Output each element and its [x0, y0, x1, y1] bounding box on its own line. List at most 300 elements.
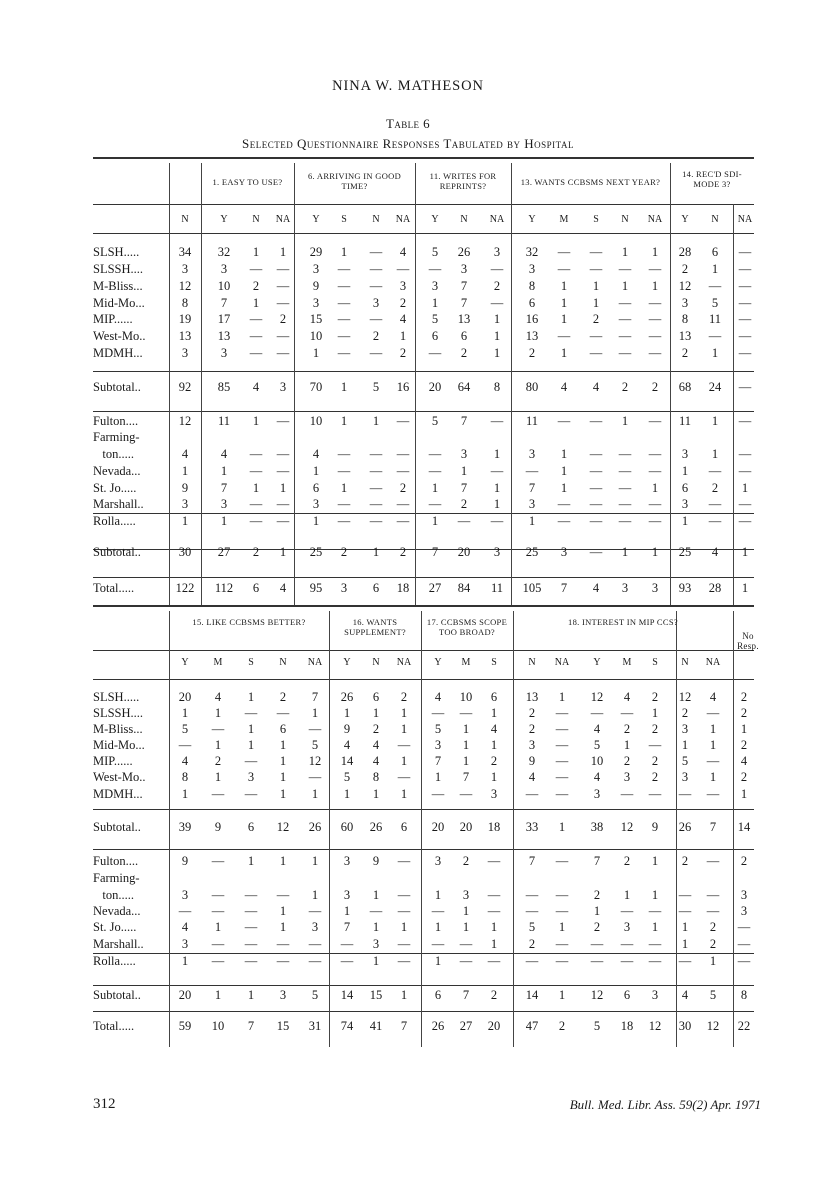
p1-cell-15-8: 7: [431, 545, 439, 559]
p1-cell-6-0: 3: [181, 346, 189, 360]
p2-cell-7-7: 6: [400, 820, 408, 834]
p2-cell-0-6: 6: [372, 690, 380, 704]
p2-cell-1-5: 1: [343, 706, 351, 720]
p2-cell-14-12: —: [555, 954, 569, 968]
p2-cell-3-11: 3: [528, 738, 536, 752]
p2-cell-12-10: 1: [490, 920, 498, 934]
p2-cell-12-3: 1: [279, 920, 287, 934]
p2-cell-14-17: 1: [709, 954, 717, 968]
p2-cell-7-12: 1: [558, 820, 566, 834]
p1-cell-3-2: 1: [252, 296, 260, 310]
p1-cell-15-14: 1: [621, 545, 629, 559]
p1-cell-14-3: —: [276, 514, 290, 528]
p2-cell-3-12: —: [555, 738, 569, 752]
p2-col-header-1-1: N: [372, 657, 380, 668]
p1-cell-10-10: 1: [493, 447, 501, 461]
p2-cell-16-8: 26: [431, 1019, 445, 1033]
table-caption: Selected Questionnaire Responses Tabulated by Hospital: [242, 136, 574, 151]
p2-group-header-4: No Resp.: [737, 631, 759, 651]
p1-cell-12-16: 6: [681, 481, 689, 495]
p2-cell-4-5: 14: [340, 754, 354, 768]
p1-cell-5-10: 1: [493, 329, 501, 343]
p2-cell-14-5: —: [340, 954, 354, 968]
p1-cell-14-6: —: [369, 514, 383, 528]
p2-cell-3-2: 1: [247, 738, 255, 752]
p2-cell-5-7: —: [397, 770, 411, 784]
p2-cell-8-7: —: [397, 854, 411, 868]
p2-vrule-5: [733, 611, 734, 1047]
p2-col-header-0-4: NA: [307, 657, 323, 668]
p2-cell-3-14: 1: [623, 738, 631, 752]
p1-row-label-5: West-Mo..: [93, 329, 146, 343]
p2-row-label-11: Nevada...: [93, 904, 141, 918]
p1-cell-10-13: —: [589, 447, 603, 461]
p1-cell-7-8: 20: [428, 380, 442, 394]
p2-cell-8-8: 3: [434, 854, 442, 868]
p1-cell-8-17: 1: [711, 414, 719, 428]
p2-cell-11-4: —: [308, 904, 322, 918]
p2-cell-0-7: 2: [400, 690, 408, 704]
p1-cell-8-5: 1: [340, 414, 348, 428]
p2-cell-10-14: 1: [623, 888, 631, 902]
p1-group-header-3: 11. WRITES FOR REPRINTS?: [429, 171, 497, 191]
p2-cell-11-9: 1: [462, 904, 470, 918]
p2-cell-8-15: 1: [651, 854, 659, 868]
p2-cell-7-9: 20: [459, 820, 473, 834]
p1-col-header-3-0: Y: [431, 214, 439, 225]
p1-cell-0-12: —: [557, 245, 571, 259]
p2-cell-5-16: 3: [681, 770, 689, 784]
p1-rule-2: [93, 233, 754, 234]
p1-cell-15-11: 25: [525, 545, 539, 559]
p1-cell-3-18: —: [738, 296, 752, 310]
p2-cell-8-5: 3: [343, 854, 351, 868]
p2-cell-5-10: 1: [490, 770, 498, 784]
p2-cell-3-4: 5: [311, 738, 319, 752]
p1-cell-16-15: 3: [651, 581, 659, 595]
p1-cell-7-6: 5: [372, 380, 380, 394]
p1-cell-8-0: 12: [178, 414, 192, 428]
p2-cell-6-4: 1: [311, 787, 319, 801]
p2-cell-6-13: 3: [593, 787, 601, 801]
p1-cell-4-11: 16: [525, 312, 539, 326]
p2-cell-11-2: —: [244, 904, 258, 918]
p2-cell-16-11: 47: [525, 1019, 539, 1033]
p2-cell-16-10: 20: [487, 1019, 501, 1033]
p1-cell-2-5: —: [337, 279, 351, 293]
p1-cell-1-6: —: [369, 262, 383, 276]
p1-cell-14-12: —: [557, 514, 571, 528]
p1-cell-10-5: —: [337, 447, 351, 461]
p1-cell-8-7: —: [396, 414, 410, 428]
p1-col-header-1-1: N: [252, 214, 260, 225]
p1-cell-15-12: 3: [560, 545, 568, 559]
p1-cell-1-10: —: [490, 262, 504, 276]
p1-cell-7-5: 1: [340, 380, 348, 394]
p2-cell-0-12: 1: [558, 690, 566, 704]
p1-cell-1-1: 3: [220, 262, 228, 276]
p2-cell-15-11: 14: [525, 988, 539, 1002]
p1-cell-1-9: 3: [460, 262, 468, 276]
p2-cell-16-17: 12: [706, 1019, 720, 1033]
p2-cell-2-18: 1: [740, 722, 748, 736]
p2-cell-11-18: 3: [740, 904, 748, 918]
p2-cell-2-16: 3: [681, 722, 689, 736]
p1-cell-16-14: 3: [621, 581, 629, 595]
p2-cell-14-8: 1: [434, 954, 442, 968]
p2-cell-15-8: 6: [434, 988, 442, 1002]
p2-cell-4-14: 2: [623, 754, 631, 768]
p1-vrule-5: [670, 163, 671, 605]
p1-cell-15-5: 2: [340, 545, 348, 559]
p2-cell-7-8: 20: [431, 820, 445, 834]
p2-cell-12-5: 7: [343, 920, 351, 934]
p2-cell-7-5: 60: [340, 820, 354, 834]
p1-cell-11-0: 1: [181, 464, 189, 478]
p1-cell-13-4: 3: [312, 497, 320, 511]
p1-cell-16-8: 27: [428, 581, 442, 595]
p1-cell-1-7: —: [396, 262, 410, 276]
p1-cell-5-2: —: [249, 329, 263, 343]
p2-cell-11-0: —: [178, 904, 192, 918]
p1-col-header-5-2: NA: [737, 214, 753, 225]
p2-cell-2-13: 4: [593, 722, 601, 736]
p2-cell-12-9: 1: [462, 920, 470, 934]
page-number: 312: [93, 1096, 116, 1112]
p1-cell-11-3: —: [276, 464, 290, 478]
p2-cell-12-2: —: [244, 920, 258, 934]
p2-cell-1-2: —: [244, 706, 258, 720]
p2-cell-2-6: 2: [372, 722, 380, 736]
p2-cell-13-10: 1: [490, 937, 498, 951]
p2-cell-0-17: 4: [709, 690, 717, 704]
p2-cell-7-10: 18: [487, 820, 501, 834]
p1-cell-10-14: —: [618, 447, 632, 461]
p2-cell-4-17: —: [706, 754, 720, 768]
p1-cell-6-10: 1: [493, 346, 501, 360]
p1-cell-14-0: 1: [181, 514, 189, 528]
p1-cell-12-6: —: [369, 481, 383, 495]
p2-cell-3-7: —: [397, 738, 411, 752]
p1-cell-13-9: 2: [460, 497, 468, 511]
p1-cell-13-5: —: [337, 497, 351, 511]
p2-cell-2-14: 2: [623, 722, 631, 736]
p1-cell-8-1: 11: [217, 414, 231, 428]
p1-cell-0-5: 1: [340, 245, 348, 259]
p2-cell-6-12: —: [555, 787, 569, 801]
p2-cell-2-5: 9: [343, 722, 351, 736]
p1-cell-4-6: —: [369, 312, 383, 326]
p1-cell-0-15: 1: [651, 245, 659, 259]
p1-cell-10-11: 3: [528, 447, 536, 461]
p2-cell-3-0: —: [178, 738, 192, 752]
p1-cell-11-16: 1: [681, 464, 689, 478]
p2-cell-2-17: 1: [709, 722, 717, 736]
p1-cell-11-2: —: [249, 464, 263, 478]
p2-cell-13-0: 3: [181, 937, 189, 951]
p2-group-header-3: 18. INTEREST IN MIP CCS?: [568, 617, 678, 627]
p1-cell-12-14: —: [618, 481, 632, 495]
p1-cell-11-11: —: [525, 464, 539, 478]
p1-cell-3-16: 3: [681, 296, 689, 310]
p2-cell-5-14: 3: [623, 770, 631, 784]
p1-col-header-1-0: Y: [220, 214, 228, 225]
p1-cell-0-4: 29: [309, 245, 323, 259]
p2-cell-16-16: 30: [678, 1019, 692, 1033]
p1-cell-0-16: 28: [678, 245, 692, 259]
p1-cell-10-9: 3: [460, 447, 468, 461]
p1-cell-14-17: —: [708, 514, 722, 528]
p1-cell-13-6: —: [369, 497, 383, 511]
p1-cell-13-15: —: [648, 497, 662, 511]
p2-col-header-2-4: NA: [554, 657, 570, 668]
p1-cell-5-4: 10: [309, 329, 323, 343]
p1-cell-1-18: —: [738, 262, 752, 276]
p2-cell-5-18: 2: [740, 770, 748, 784]
p2-col-header-0-2: S: [248, 657, 254, 668]
p1-col-header-4-2: S: [593, 214, 599, 225]
p2-cell-14-10: —: [487, 954, 501, 968]
p1-cell-2-4: 9: [312, 279, 320, 293]
p1-cell-11-4: 1: [312, 464, 320, 478]
p1-cell-2-11: 8: [528, 279, 536, 293]
p1-cell-1-3: —: [276, 262, 290, 276]
p1-cell-3-8: 1: [431, 296, 439, 310]
p2-cell-16-9: 27: [459, 1019, 473, 1033]
p1-cell-14-4: 1: [312, 514, 320, 528]
p2-cell-15-10: 2: [490, 988, 498, 1002]
p1-cell-7-3: 3: [279, 380, 287, 394]
p2-cell-14-1: —: [211, 954, 225, 968]
p2-col-header-0-1: M: [213, 657, 223, 668]
p1-row-label-8: Fulton....: [93, 414, 139, 428]
p2-vrule-1: [329, 611, 330, 1047]
p2-vrule-0: [169, 611, 170, 1047]
p1-cell-7-13: 4: [592, 380, 600, 394]
p2-rule-0: [93, 605, 754, 607]
p1-cell-4-2: —: [249, 312, 263, 326]
p2-cell-4-4: 12: [308, 754, 322, 768]
p2-col-header-2-3: N: [528, 657, 536, 668]
p2-cell-0-15: 2: [651, 690, 659, 704]
p2-cell-8-4: 1: [311, 854, 319, 868]
p1-cell-13-1: 3: [220, 497, 228, 511]
p2-cell-7-18: 14: [737, 820, 751, 834]
p2-cell-10-0: 3: [181, 888, 189, 902]
p2-cell-13-5: —: [340, 937, 354, 951]
p2-cell-12-6: 1: [372, 920, 380, 934]
p1-cell-3-6: 3: [372, 296, 380, 310]
p1-row-label-15: Subtotal..: [93, 545, 141, 559]
p1-cell-3-14: —: [618, 296, 632, 310]
p2-cell-8-13: 7: [593, 854, 601, 868]
p2-cell-13-3: —: [276, 937, 290, 951]
p2-cell-16-5: 74: [340, 1019, 354, 1033]
p2-cell-16-14: 18: [620, 1019, 634, 1033]
p2-cell-4-9: 1: [462, 754, 470, 768]
p2-cell-0-9: 10: [459, 690, 473, 704]
p1-cell-8-12: —: [557, 414, 571, 428]
p2-col-header-3-4: NA: [705, 657, 721, 668]
p1-row-label-12: St. Jo.....: [93, 481, 137, 495]
p1-cell-7-0: 92: [178, 380, 192, 394]
p1-cell-11-9: 1: [460, 464, 468, 478]
p2-cell-8-10: —: [487, 854, 501, 868]
p2-cell-6-0: 1: [181, 787, 189, 801]
p1-cell-2-2: 2: [252, 279, 260, 293]
p2-cell-10-1: —: [211, 888, 225, 902]
p1-cell-13-12: —: [557, 497, 571, 511]
p2-row-label-4: MIP......: [93, 754, 133, 768]
table-label: Table 6: [386, 116, 430, 131]
p1-cell-0-3: 1: [279, 245, 287, 259]
p1-cell-8-10: —: [490, 414, 504, 428]
p1-group-header-1: 1. EASY TO USE?: [212, 177, 283, 187]
p2-cell-6-2: —: [244, 787, 258, 801]
p1-cell-16-17: 28: [708, 581, 722, 595]
p2-cell-15-7: 1: [400, 988, 408, 1002]
p2-cell-15-15: 3: [651, 988, 659, 1002]
p1-cell-11-12: 1: [560, 464, 568, 478]
p2-cell-10-12: —: [555, 888, 569, 902]
p1-rule-3: [93, 371, 754, 372]
p2-cell-1-1: 1: [214, 706, 222, 720]
p2-cell-12-12: 1: [558, 920, 566, 934]
p1-cell-5-17: —: [708, 329, 722, 343]
p2-cell-12-7: 1: [400, 920, 408, 934]
p1-cell-13-11: 3: [528, 497, 536, 511]
p1-cell-15-16: 25: [678, 545, 692, 559]
p2-cell-12-0: 4: [181, 920, 189, 934]
p2-row-label-1: SLSSH....: [93, 706, 144, 720]
p1-cell-0-11: 32: [525, 245, 539, 259]
p2-cell-11-10: —: [487, 904, 501, 918]
p2-rule-6: [93, 985, 754, 986]
p2-cell-0-13: 12: [590, 690, 604, 704]
p2-cell-2-7: 1: [400, 722, 408, 736]
p2-col-header-0-0: Y: [181, 657, 189, 668]
p1-cell-14-1: 1: [220, 514, 228, 528]
p1-col-header-0-0: N: [181, 214, 189, 225]
p1-cell-6-4: 1: [312, 346, 320, 360]
p2-cell-5-12: —: [555, 770, 569, 784]
p2-cell-5-5: 5: [343, 770, 351, 784]
p1-cell-4-5: —: [337, 312, 351, 326]
p1-row-label-6: MDMH...: [93, 346, 143, 360]
p2-row-label-15: Subtotal..: [93, 988, 141, 1002]
p1-cell-7-11: 80: [525, 380, 539, 394]
p1-cell-6-14: —: [618, 346, 632, 360]
p1-cell-14-15: —: [648, 514, 662, 528]
p1-cell-14-14: —: [618, 514, 632, 528]
p1-cell-0-8: 5: [431, 245, 439, 259]
p1-cell-10-6: —: [369, 447, 383, 461]
p1-cell-6-3: —: [276, 346, 290, 360]
p2-cell-11-3: 1: [279, 904, 287, 918]
p1-cell-12-2: 1: [252, 481, 260, 495]
p2-cell-16-12: 2: [558, 1019, 566, 1033]
p2-cell-16-6: 41: [369, 1019, 383, 1033]
p2-cell-14-0: 1: [181, 954, 189, 968]
p1-cell-0-14: 1: [621, 245, 629, 259]
p2-cell-8-9: 2: [462, 854, 470, 868]
p2-row-label-7: Subtotal..: [93, 820, 141, 834]
p1-cell-4-12: 1: [560, 312, 568, 326]
p1-cell-5-0: 13: [178, 329, 192, 343]
p1-cell-12-1: 7: [220, 481, 228, 495]
p1-cell-2-7: 3: [399, 279, 407, 293]
p1-cell-0-17: 6: [711, 245, 719, 259]
p2-cell-10-10: —: [487, 888, 501, 902]
p1-row-label-14: Rolla.....: [93, 514, 136, 528]
p2-row-label-10: ton.....: [93, 888, 134, 902]
p2-cell-16-1: 10: [211, 1019, 225, 1033]
p1-cell-1-16: 2: [681, 262, 689, 276]
p1-col-header-3-1: N: [460, 214, 468, 225]
p2-cell-7-2: 6: [247, 820, 255, 834]
p1-cell-14-18: —: [738, 514, 752, 528]
p1-cell-12-8: 1: [431, 481, 439, 495]
p2-group-header-2: 17. CCBSMS SCOPE TOO BROAD?: [426, 617, 508, 637]
p1-vrule-3: [415, 163, 416, 605]
p2-cell-11-12: —: [555, 904, 569, 918]
p1-cell-13-16: 3: [681, 497, 689, 511]
p2-cell-7-16: 26: [678, 820, 692, 834]
p2-cell-2-11: 2: [528, 722, 536, 736]
p1-cell-5-1: 13: [217, 329, 231, 343]
p2-col-header-0-3: N: [279, 657, 287, 668]
p1-cell-15-7: 2: [399, 545, 407, 559]
p1-cell-12-7: 2: [399, 481, 407, 495]
p1-cell-2-13: 1: [592, 279, 600, 293]
p2-cell-14-6: 1: [372, 954, 380, 968]
p2-cell-2-8: 5: [434, 722, 442, 736]
p2-cell-16-4: 31: [308, 1019, 322, 1033]
p1-cell-13-14: —: [618, 497, 632, 511]
p1-cell-0-10: 3: [493, 245, 501, 259]
p1-cell-14-16: 1: [681, 514, 689, 528]
table-panel-2: [93, 605, 759, 1047]
p1-cell-6-9: 2: [460, 346, 468, 360]
p1-cell-7-4: 70: [309, 380, 323, 394]
p1-cell-6-1: 3: [220, 346, 228, 360]
p1-cell-15-4: 25: [309, 545, 323, 559]
p2-cell-5-15: 2: [651, 770, 659, 784]
p2-cell-5-17: 1: [709, 770, 717, 784]
p2-cell-8-6: 9: [372, 854, 380, 868]
p2-row-label-5: West-Mo..: [93, 770, 146, 784]
p1-cell-13-3: —: [276, 497, 290, 511]
p1-cell-13-2: —: [249, 497, 263, 511]
p2-cell-2-15: 2: [651, 722, 659, 736]
p1-cell-3-10: —: [490, 296, 504, 310]
p1-cell-7-14: 2: [621, 380, 629, 394]
p2-cell-11-15: —: [648, 904, 662, 918]
p1-cell-12-5: 1: [340, 481, 348, 495]
p1-cell-13-7: —: [396, 497, 410, 511]
p2-cell-14-16: —: [678, 954, 692, 968]
p1-cell-5-6: 2: [372, 329, 380, 343]
p1-rule-4: [93, 411, 754, 412]
p1-cell-3-1: 7: [220, 296, 228, 310]
p1-cell-7-9: 64: [457, 380, 471, 394]
p2-cell-10-2: —: [244, 888, 258, 902]
p2-cell-10-7: —: [397, 888, 411, 902]
p1-cell-8-11: 11: [525, 414, 539, 428]
p1-cell-15-1: 27: [217, 545, 231, 559]
p1-cell-10-0: 4: [181, 447, 189, 461]
p2-vrule-2: [421, 611, 422, 1047]
